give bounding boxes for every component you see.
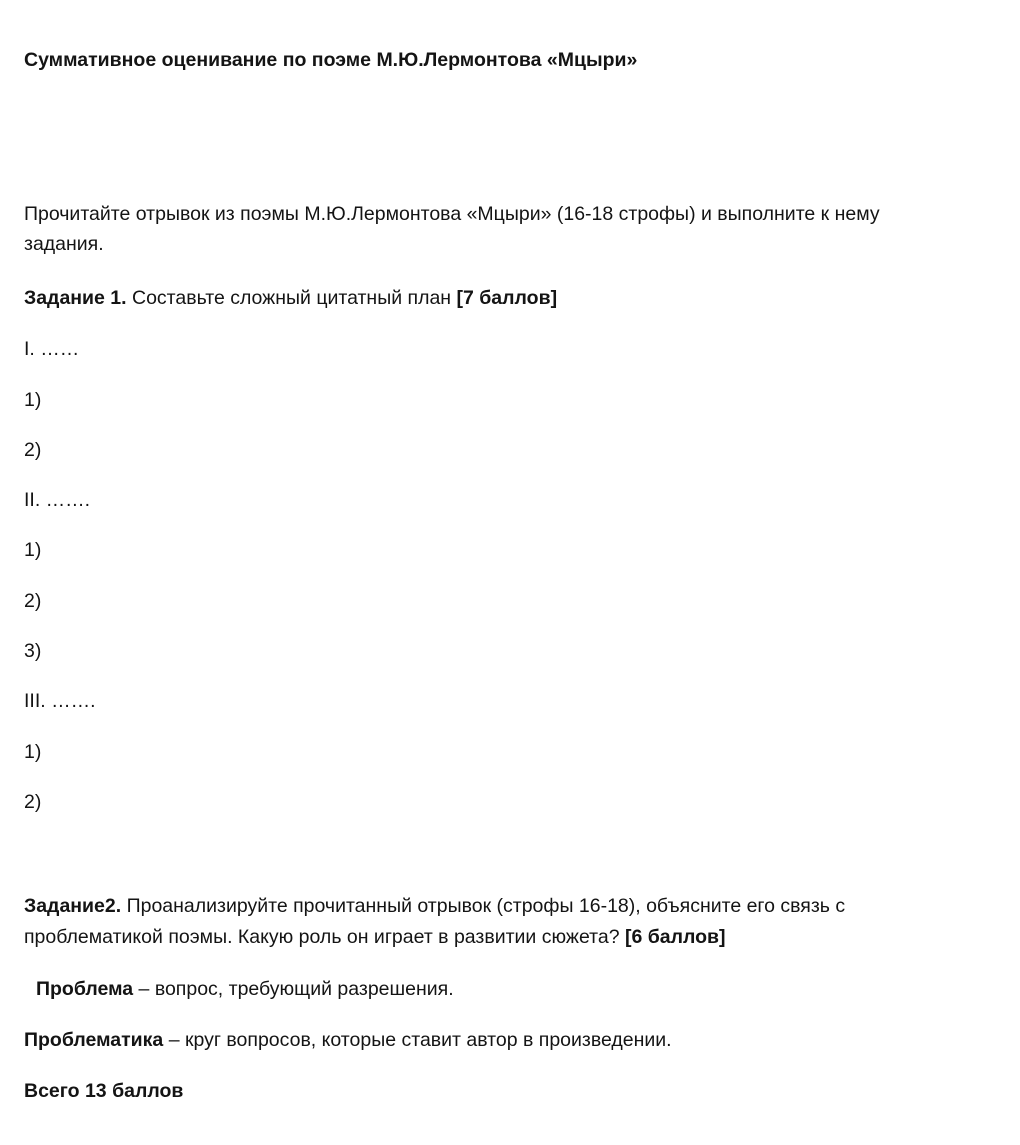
definition-problematics-term: Проблематика <box>24 1029 164 1051</box>
definition-problematics <box>24 1027 672 1053</box>
plan-item: 1) <box>24 741 42 763</box>
plan-item: 2) <box>24 590 42 612</box>
task-1-points: [7 баллов] <box>456 287 558 309</box>
plan-item-section-2: II. ……. <box>24 489 91 511</box>
total-points: Всего 13 баллов <box>24 1080 184 1102</box>
task-2-heading <box>24 893 845 919</box>
plan-item: 2) <box>24 791 42 813</box>
task-1-label: Задание 1. <box>24 287 127 309</box>
task-1-text: Составьте сложный цитатный план <box>126 287 457 309</box>
plan-item-section-3: III. ……. <box>24 690 96 712</box>
plan-item: 3) <box>24 640 42 662</box>
task-2-text: Проанализируйте прочитанный отрывок (строфы 16-18), объясните его связь с <box>121 895 846 917</box>
intro-line-1: Прочитайте отрывок из поэмы М.Ю.Лермонтова «Мцыри» (16-18 строфы) и выполните к нему <box>24 203 880 225</box>
plan-item: 2) <box>24 439 42 461</box>
task-2-text-2: проблематикой поэмы. Какую роль он играет в развитии сюжета? <box>24 926 625 948</box>
plan-item: 1) <box>24 539 42 561</box>
task-2-label: Задание2. <box>24 895 122 917</box>
definition-problem-term: Проблема <box>36 978 134 1000</box>
page-title: Суммативное оценивание по поэме М.Ю.Лермонтова «Мцыри» <box>24 49 638 71</box>
plan-item-section-1: I. …… <box>24 338 80 360</box>
task-2-points: [6 баллов] <box>624 926 726 948</box>
plan-item: 1) <box>24 389 42 411</box>
definition-problem <box>36 976 454 1002</box>
definition-problematics-text: – круг вопросов, которые ставит автор в произведении. <box>163 1029 672 1051</box>
definition-problem-text: – вопрос, требующий разрешения. <box>133 978 454 1000</box>
task-1-heading <box>24 285 557 311</box>
intro-line-2: задания. <box>24 233 104 255</box>
task-2-line-2 <box>24 924 726 950</box>
